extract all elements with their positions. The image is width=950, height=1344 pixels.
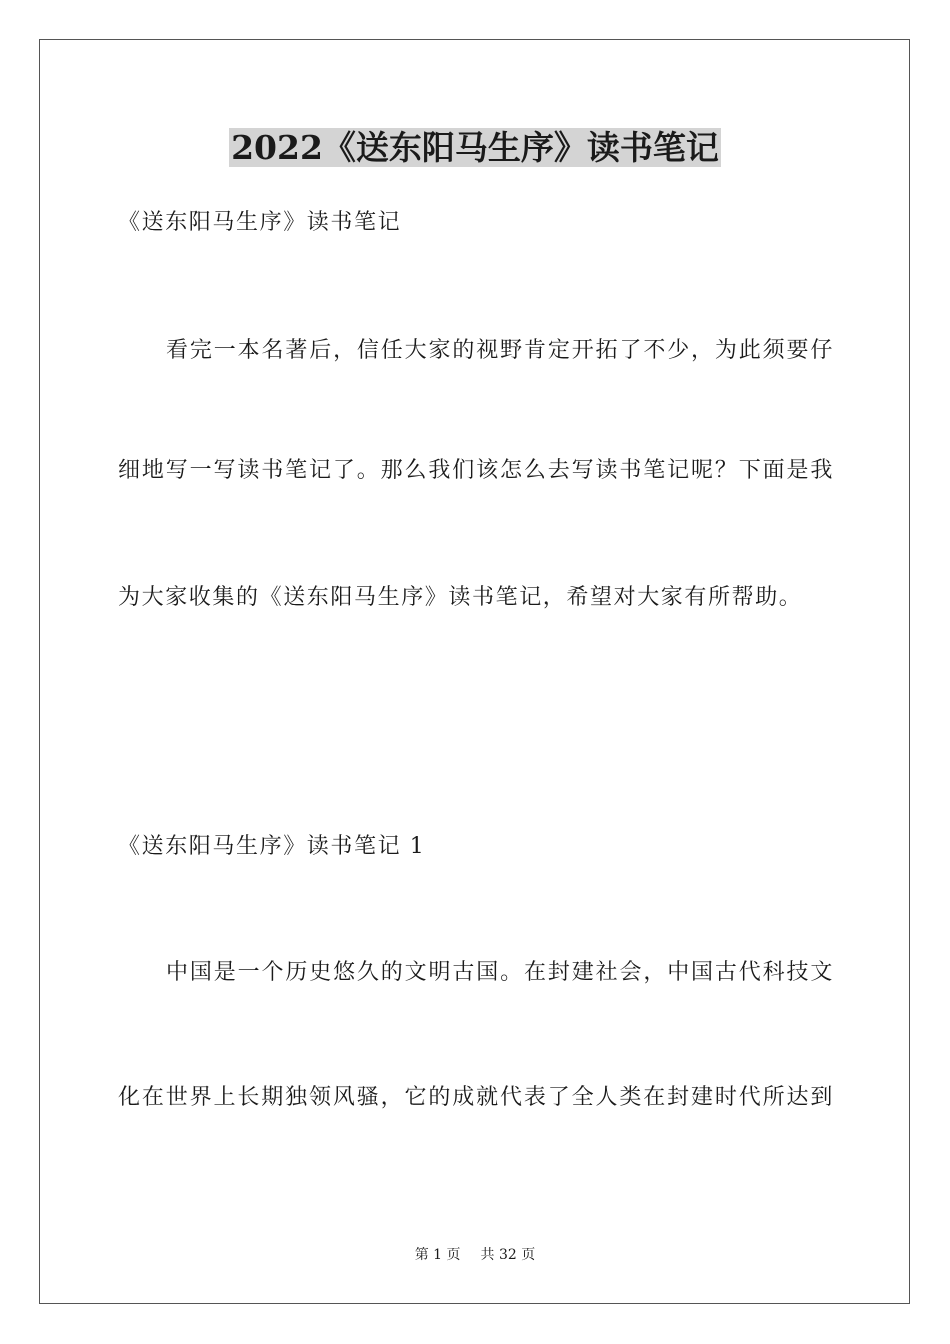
subtitle-line: 《送东阳马生序》读书笔记 bbox=[118, 210, 402, 235]
page-footer bbox=[0, 1245, 950, 1265]
paragraph-line: 化在世界上长期独领风骚，它的成就代表了全人类在封建时代所达到 bbox=[118, 1085, 834, 1110]
paragraph-line: 中国是一个历史悠久的文明古国。在封建社会，中国古代科技文 bbox=[166, 960, 834, 985]
section-heading: 《送东阳马生序》读书笔记 1 bbox=[118, 834, 426, 859]
document-title-text: 2022《送东阳马生序》读书笔记 bbox=[231, 128, 719, 167]
page-total: 共 32 页 bbox=[480, 1247, 536, 1263]
paragraph-line: 看完一本名著后，信任大家的视野肯定开拓了不少，为此须要仔 bbox=[166, 338, 834, 363]
paragraph-line: 为大家收集的《送东阳马生序》读书笔记，希望对大家有所帮助。 bbox=[118, 585, 803, 610]
page-number: 第 1 页 bbox=[414, 1247, 461, 1263]
document-title bbox=[0, 124, 950, 172]
paragraph-line: 细地写一写读书笔记了。那么我们该怎么去写读书笔记呢？下面是我 bbox=[118, 458, 834, 483]
